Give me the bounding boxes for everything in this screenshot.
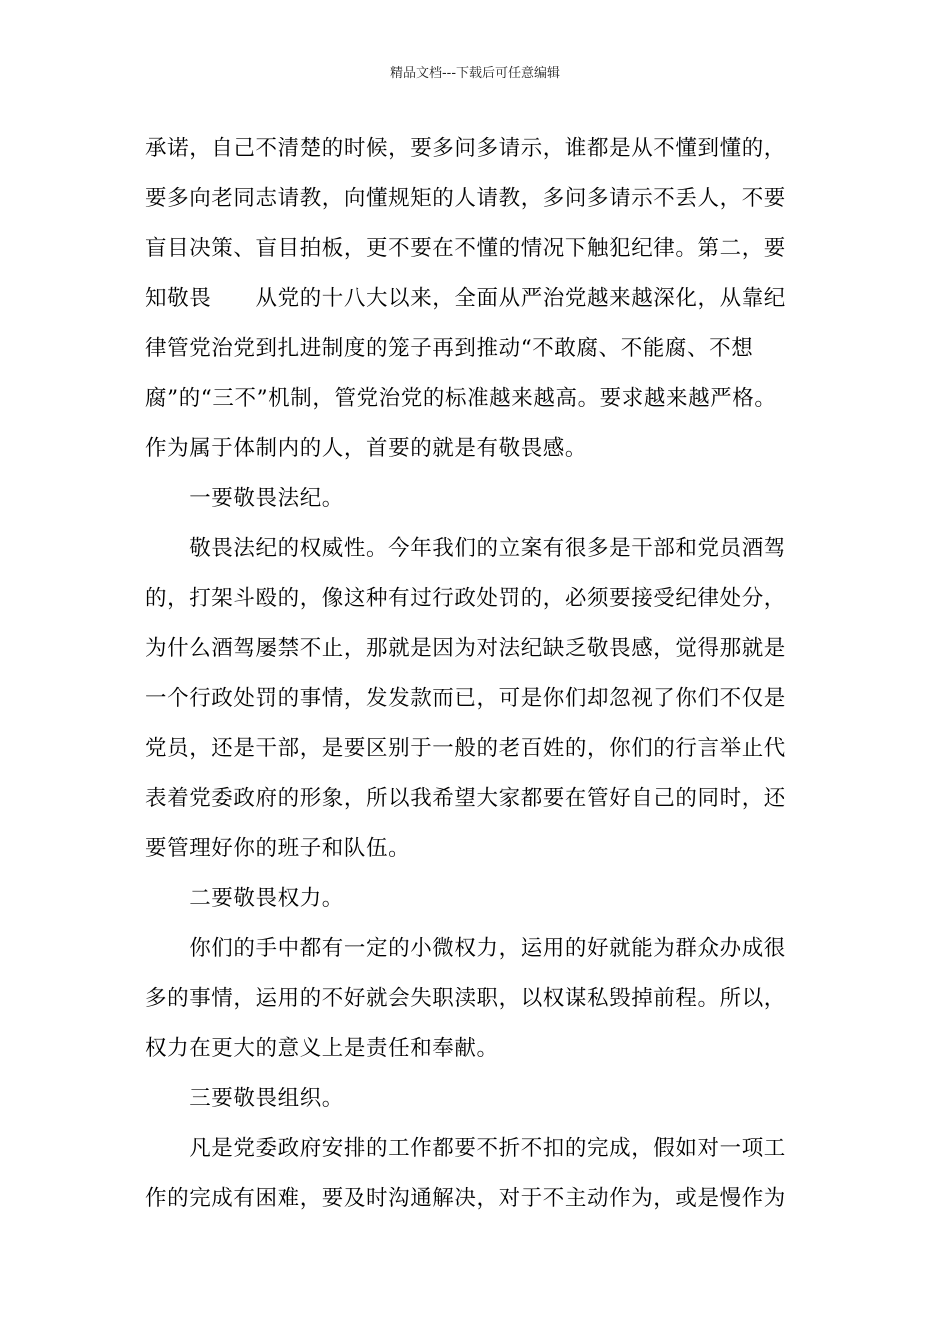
body-line: 多的事情，运用的不好就会失职渎职，以权谋私毁掉前程。所以， [145,986,786,1011]
body-line: 律管党治党到扎进制度的笼子再到推动“不敢腐、不能腐、不想 [145,336,754,361]
body-line: 一个行政处罚的事情，发发款而已，可是你们却忽视了你们不仅是 [145,686,786,711]
body-line: 盲目决策、盲目拍板，更不要在不懂的情况下触犯纪律。第二，要 [145,236,786,261]
body-line: 腐”的“三不”机制，管党治党的标准越来越高。要求越来越严格。 [145,386,777,411]
body-line: 表着党委政府的形象，所以我希望大家都要在管好自己的同时，还 [145,786,786,811]
body-line: 一要敬畏法纪。 [145,486,344,511]
body-line: 为什么酒驾屡禁不止，那就是因为对法纪缺乏敬畏感，觉得那就是 [145,636,786,661]
body-line: 知敬畏 从党的十八大以来，全面从严治党越来越深化，从靠纪 [145,286,786,311]
body-line: 权力在更大的意义上是责任和奉献。 [145,1036,499,1061]
body-line: 作为属于体制内的人，首要的就是有敬畏感。 [145,436,588,461]
body-line: 要多向老同志请教，向懂规矩的人请教，多问多请示不丢人，不要 [145,186,786,211]
body-line: 凡是党委政府安排的工作都要不折不扣的完成，假如对一项工 [145,1136,786,1161]
body-line: 的，打架斗殴的，像这种有过行政处罚的，必须要接受纪律处分， [145,586,786,611]
body-line: 党员，还是干部，是要区别于一般的老百姓的，你们的行言举止代 [145,736,786,761]
body-line: 你们的手中都有一定的小微权力，运用的好就能为群众办成很 [145,936,786,961]
body-line: 承诺，自己不清楚的时候，要多问多请示，谁都是从不懂到懂的， [145,136,786,161]
page-header: 精品文档---下载后可任意编辑 [389,66,561,81]
body-line: 敬畏法纪的权威性。今年我们的立案有很多是干部和党员酒驾 [145,536,786,561]
body-line: 作的完成有困难，要及时沟通解决，对于不主动作为，或是慢作为 [145,1186,786,1211]
body-line: 二要敬畏权力。 [145,886,344,911]
body-line: 三要敬畏组织。 [145,1086,344,1111]
body-line: 要管理好你的班子和队伍。 [145,836,411,861]
